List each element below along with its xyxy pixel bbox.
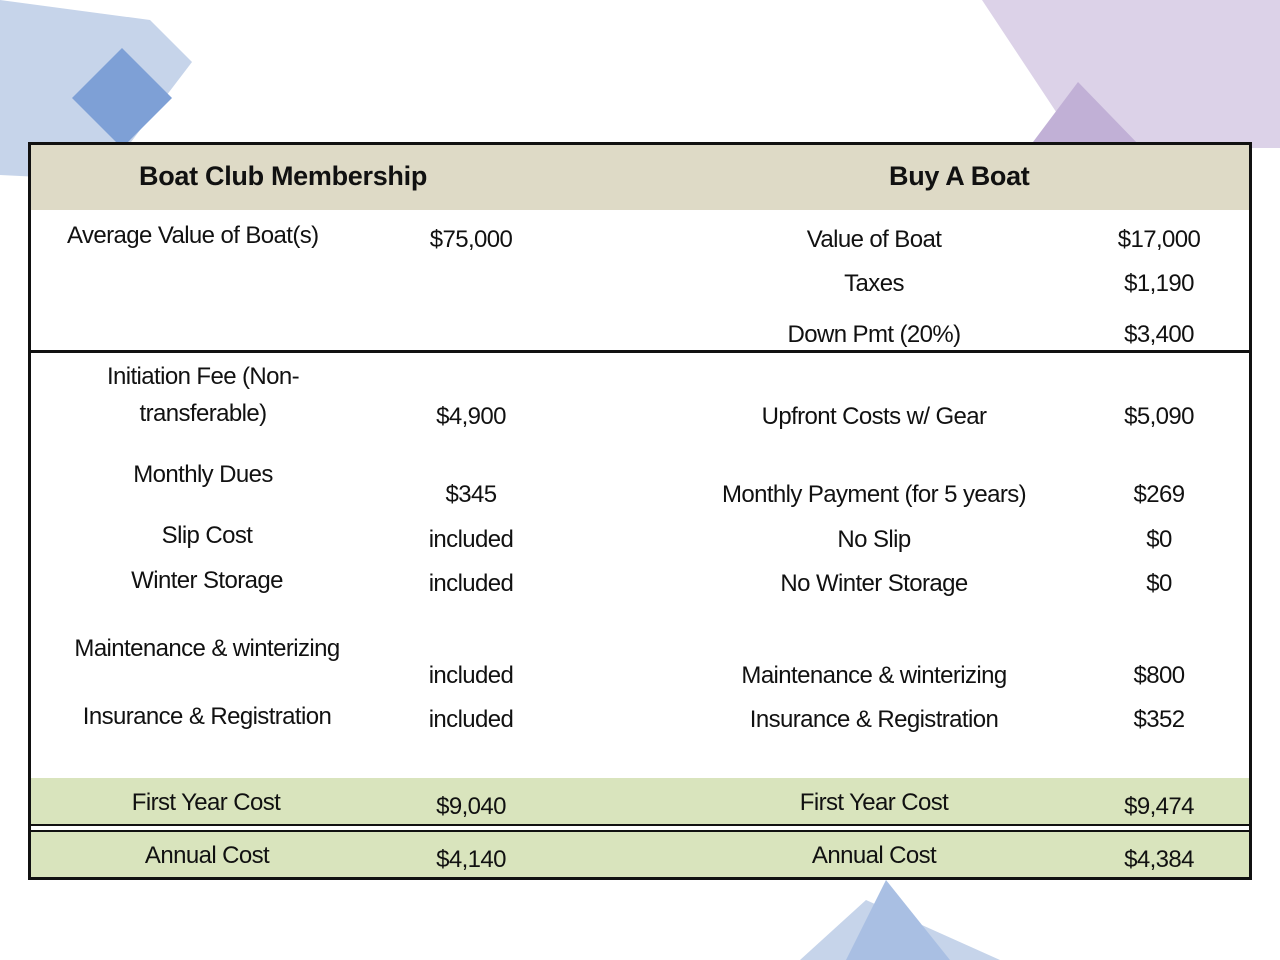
- section-divider: [31, 350, 1249, 353]
- buy-annual-label: Annual Cost: [811, 842, 937, 869]
- club-winter-value: included: [428, 570, 514, 597]
- club-avg-value: $75,000: [429, 226, 513, 253]
- buy-taxes-value: $1,190: [1124, 270, 1194, 297]
- buy-annual-value: $4,384: [1124, 846, 1194, 873]
- comparison-table: [28, 142, 1252, 880]
- club-annual-label: Annual Cost: [144, 842, 270, 869]
- club-ins-value: included: [428, 706, 514, 733]
- buy-title: Buy A Boat: [889, 161, 1030, 191]
- buy-value-label: Value of Boat: [806, 226, 942, 253]
- club-monthly-value: $345: [445, 481, 497, 508]
- buy-ins-label: Insurance & Registration: [749, 706, 999, 733]
- club-avg-value-label: Average Value of Boat(s): [67, 222, 319, 249]
- club-slip-label: Slip Cost: [161, 522, 253, 549]
- buy-upfront-value: $5,090: [1124, 403, 1194, 430]
- club-maint-value: included: [428, 662, 514, 689]
- club-ins-label: Insurance & Registration: [82, 703, 332, 730]
- buy-slip-value: $0: [1146, 526, 1172, 553]
- buy-monthly-label: Monthly Payment (for 5 years): [721, 481, 1027, 508]
- annual-row: [31, 832, 1249, 877]
- club-maint-label: Maintenance & winterizing: [74, 635, 340, 662]
- total-divider-top: [31, 824, 1249, 826]
- club-initiation-value: $4,900: [436, 403, 506, 430]
- buy-maint-value: $800: [1133, 662, 1185, 689]
- club-first-year-label: First Year Cost: [131, 789, 281, 816]
- club-first-year-value: $9,040: [436, 793, 506, 820]
- deco-purple-triangle: [982, 0, 1280, 148]
- buy-first-year-value: $9,474: [1124, 793, 1194, 820]
- buy-upfront-label: Upfront Costs w/ Gear: [761, 403, 987, 430]
- club-title: Boat Club Membership: [139, 161, 428, 191]
- club-annual-value: $4,140: [436, 846, 506, 873]
- buy-winter-label: No Winter Storage: [780, 570, 968, 597]
- buy-down-label: Down Pmt (20%): [787, 321, 961, 348]
- buy-value: $17,000: [1117, 226, 1201, 253]
- buy-taxes-label: Taxes: [844, 270, 904, 297]
- header-row: [31, 145, 1249, 210]
- first-year-row: [31, 778, 1249, 824]
- club-initiation-label-line1: Initiation Fee (Non-: [106, 363, 300, 390]
- buy-monthly-value: $269: [1133, 481, 1185, 508]
- buy-slip-label: No Slip: [837, 526, 911, 553]
- club-slip-value: included: [428, 526, 514, 553]
- buy-down-value: $3,400: [1124, 321, 1194, 348]
- buy-first-year-label: First Year Cost: [799, 789, 949, 816]
- club-initiation-label-line2: transferable): [139, 400, 267, 427]
- club-winter-label: Winter Storage: [131, 567, 283, 594]
- buy-winter-value: $0: [1146, 570, 1172, 597]
- buy-maint-label: Maintenance & winterizing: [741, 662, 1007, 689]
- buy-ins-value: $352: [1133, 706, 1185, 733]
- club-monthly-label: Monthly Dues: [133, 461, 273, 488]
